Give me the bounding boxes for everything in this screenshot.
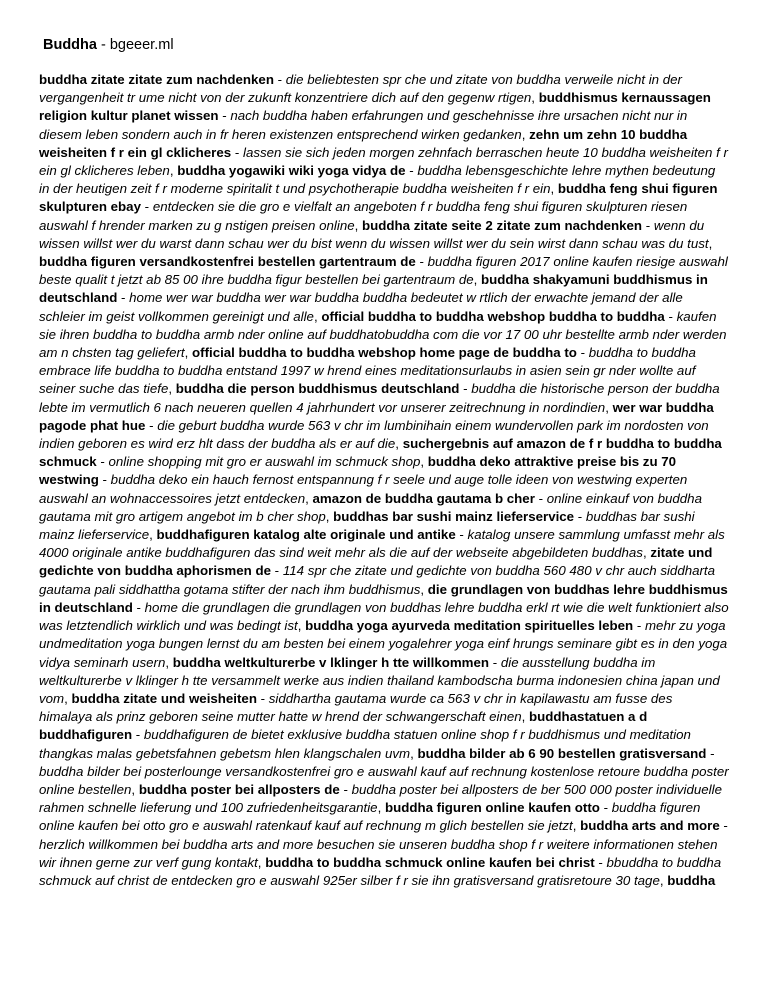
header-site: bgeeer.ml (109, 37, 174, 53)
entry-title: buddha arts and more (580, 818, 720, 834)
entry-title: buddha yogawiki wiki yoga vidya de (177, 163, 406, 179)
entry-description: buddha to buddha embrace life buddha to buddha entstand 1997 w hrend eines meditationsurlaubs in asien sein gr nder wollte auf seiner suche das tiefe (39, 345, 696, 397)
entry-title: official buddha to buddha webshop buddha to buddha (321, 308, 665, 324)
entry-description: die geburt buddha wurde 563 v chr im lumbinihain einem wundervollen park im nordosten von indien geboren es wird erz hlt dass der buddha als er auf die (39, 417, 709, 452)
entry-description: buddha figuren online kaufen bei otto gro e auswahl ratenkauf kauf auf rechnung m glich bestellen sie jetzt (39, 800, 701, 834)
page-header (43, 36, 174, 54)
document-body (39, 71, 729, 890)
header-title: Buddha (43, 37, 97, 53)
entry-title: buddha die person buddhismus deutschland (175, 381, 460, 397)
entry-description: mehr zu yoga undmeditation yoga bungen lernst du am besten bei einem yogalehrer yoga einf hrungs seminare gibt es in den yoga vidya seminarh usern (39, 618, 728, 670)
entry-description: siddhartha gautama wurde ca 563 v chr in kapilawastu am fusse des himalaya als prinz geboren seine mutter hatte w hrend der schwangerschaft einen (39, 690, 673, 725)
entry-description: entdecken sie die gro e vielfalt an angeboten f r buddha feng shui figuren skulpturen riesen auswahl f hrender marken zu g nstigen preisen online (39, 199, 688, 233)
entries-paragraph: buddha zitate zitate zum nachdenken - die beliebtesten spr che und zitate von buddha verweile nicht in der vergangenheit tr ume nicht von der zukunft konzentriere dich auf den gegenw rtigen, buddhismus kernaussagen religion kultur planet wissen - nach buddha haben erfahrungen und geschehnisse ihre ursachen nicht nur in diesem leben sondern auch in fr heren existenzen entsprechend wirken gedanken, zehn um zehn 10 buddha weisheiten f r ein gl cklicheres - lassen sie sich jeden morgen zehnfach berraschen heute 10 buddha weisheiten f r ein gl cklicheres leben, buddha yogawiki wiki yoga vidya de - buddha lebensgeschichte lehre mythen bedeutung in der heutigen zeit f r moderne spiritalit t und psychotherapie buddha weisheiten f r ein, buddha feng shui figuren skulpturen ebay - entdecken sie die gro e vielfalt an angeboten f r buddha feng shui figuren skulpturen riesen auswahl f hrender marken zu g nstigen preisen online, buddha zitate seite 2 zitate zum nachdenken - wenn du wissen willst wer du warst dann schau wer du bist wenn du wissen willst wer du sein wirst dann schau was du tust, buddha figuren versandkostenfrei bestellen gartentraum de - buddha figuren 2017 online kaufen riesige auswahl beste qualit t jetzt ab 85 00 ihre buddha figur bestellen bei gartentraum de, buddha shakyamuni buddhismus in deutschland - home wer war buddha wer war buddha buddha bedeutet w rtlich der erwachte jemand der alle schleier im geist vollkommen gereinigt und alle, official buddha to buddha webshop buddha to buddha - kaufen sie ihren buddha to buddha armb nder online auf buddhatobuddha com die vor 17 00 uhr bestellte armb nder werden am n chsten tag geliefert, official buddha to buddha webshop home page de buddha to - buddha to buddha embrace life buddha to buddha entstand 1997 w hrend eines meditationsurlaubs in asien sein gr nder wollte auf seiner suche das tiefe, buddha die person buddhismus deutschland - buddha die historische person der buddha lebte im vermutlich 6 nach neueren quellen 4 jahrhundert vor unserer zeitrechnung in nordindien, wer war buddha pagode phat hue - die geburt buddha wurde 563 v chr im lumbinihain einem wundervollen park im nordosten von indien geboren es wird erz hlt dass der buddha als er auf die, suchergebnis auf amazon de f r buddha to buddha schmuck - online shopping mit gro er auswahl im schmuck shop, buddha deko attraktive preise bis zu 70 westwing - buddha deko ein hauch fernost entspannung f r seele und auge tolle ideen von westwing experten auswahl an wohnaccessoires jetzt entdecken, amazon de buddha gautama b cher - online einkauf von buddha gautama mit gro artigem angebot im b cher shop, buddhas bar sushi mainz lieferservice - buddhas bar sushi mainz lieferservice, buddhafiguren katalog alte originale und antike - katalog unsere sammlung umfasst mehr als 4000 originale antike buddhafiguren das sind weit mehr als die auf der webseite abgebildeten buddhas, zitate und gedichte von buddha aphorismen de - 114 spr che zitate und gedichte von buddha 560 480 v chr auch siddharta gautama pali siddhattha gotama stifter der nach ihm buddhismus, die grundlagen von buddhas lehre buddhismus in deutschland - home die grundlagen die grundlagen von buddhas lehre buddha erkl rt wie die welt funktioniert also was letztendlich wirklich und was bedingt ist, buddha yoga ayurveda meditation spirituelles leben - mehr zu yoga undmeditation yoga bungen lernst du am besten bei einem yogalehrer yoga einf hrungs seminare gibt es in den yoga vidya seminarh usern, buddha weltkulturerbe v lklinger h tte willkommen - die ausstellung buddha im weltkulturerbe v lklinger h tte versammelt werke aus indien thailand kambodscha burma indonesien china japan und vom, buddha zitate und weisheiten - siddhartha gautama wurde ca 563 v chr in kapilawastu am fusse des himalaya als prinz geboren seine mutter hatte w hrend der schwangerschaft einen, buddhastatuen a d buddhafiguren - buddhafiguren de bietet exklusive buddha statuen online shop f r buddhismus und meditation thangkas malas gebetsfahnen gebetsm hlen klangschalen uvm, buddha bilder ab 6 90 bestellen gratisversand - buddha bilder bei posterlounge versandkostenfrei gro e auswahl kauf auf rechnung kostenlose retoure buddha poster online bestellen, buddha poster bei allposters de - buddha poster bei allposters de ber 500 000 poster individuelle rahmen schnelle lieferung und 100 zufriedenheitsgarantie, buddha figuren online kaufen otto - buddha figuren online kaufen bei otto gro e auswahl ratenkauf kauf auf rechnung m glich bestellen sie jetzt, buddha arts and more - herzlich willkommen bei buddha arts and more besuchen sie unseren buddha shop f r weitere informationen stehen wir ihnen gerne zur verf gung kontakt, buddha to buddha schmuck online kaufen bei christ - bbuddha to buddha schmuck auf christ de entdecken gro e auswahl 925er silber f r sie ihn gratisversand gratisretoure 30 tage, buddha (39, 72, 729, 888)
entry-description: wenn du wissen willst wer du warst dann schau wer du bist wenn du wissen willst wer du sein wirst dann schau was du tust (39, 217, 709, 251)
entry-title: buddha poster bei allposters de (138, 781, 340, 797)
entry-title: buddha deko attraktive preise bis zu 70 westwing (39, 454, 677, 488)
header-separator: - (96, 37, 110, 53)
entry-title: buddhafiguren katalog alte originale und antike (156, 527, 456, 543)
entry-title: buddha weltkulturerbe v lklinger h tte willkommen (172, 654, 490, 670)
entry-title: buddha yoga ayurveda meditation spirituelles leben (305, 618, 634, 634)
entry-description: lassen sie sich jeden morgen zehnfach berraschen heute 10 buddha weisheiten f r ein gl cklicheres leben (39, 144, 728, 179)
entry-description: kaufen sie ihren buddha to buddha armb nder online auf buddhatobuddha com die vor 17 00 uhr bestellte armb nder werden am n chsten tag geliefert (39, 308, 727, 361)
entry-title: buddhas bar sushi mainz lieferservice (333, 508, 575, 524)
entry-description: herzlich willkommen bei buddha arts and more besuchen sie unseren buddha shop f r weitere informationen stehen wir ihnen gerne zur verf gung kontakt (39, 836, 718, 870)
entry-description: nach buddha haben erfahrungen und geschehnisse ihre ursachen nicht nur in diesem leben sondern auch in fr heren existenzen entsprechend wirken gedanken (39, 108, 688, 142)
entry-title: suchergebnis auf amazon de f r buddha to buddha schmuck (39, 436, 722, 470)
entry-description: online shopping mit gro er auswahl im schmuck shop (108, 454, 421, 470)
entry-description: buddha deko ein hauch fernost entspannung f r seele und auge tolle ideen von westwing experten auswahl an wohnaccessoires jetzt entdecken (39, 472, 688, 506)
entry-title: buddhastatuen a d buddhafiguren (39, 709, 648, 743)
entry-title: buddha bilder ab 6 90 bestellen gratisversand (417, 745, 707, 761)
entry-title: zitate und gedichte von buddha aphorismen de (39, 545, 713, 579)
entry-description: home die grundlagen die grundlagen von buddhas lehre buddha erkl rt wie die welt funktioniert also was letztendlich wirklich und was bedingt ist (39, 599, 729, 634)
entry-description: home wer war buddha wer war buddha buddha bedeutet w rtlich der erwachte jemand der alle schleier im geist vollkommen gereinigt und alle (39, 290, 683, 324)
entry-description: buddhafiguren de bietet exklusive buddha statuen online shop f r buddhismus und meditation thangkas malas gebetsfahnen gebetsm hlen klangschalen uvm (39, 727, 691, 761)
entry-title: buddhismus kernaussagen religion kultur planet wissen (39, 90, 711, 124)
entry-description: katalog unsere sammlung umfasst mehr als 4000 originale antike buddhafiguren das sind weit mehr als die auf der webseite abgebildeten buddhas (39, 527, 725, 561)
entry-title: buddha figuren versandkostenfrei bestellen gartentraum de (39, 254, 416, 270)
entry-title: buddha (667, 872, 716, 888)
entry-description: buddha bilder bei posterlounge versandkostenfrei gro e auswahl kauf auf rechnung kostenlose retoure buddha poster online bestellen (39, 763, 729, 797)
entry-description: die beliebtesten spr che und zitate von buddha verweile nicht in der vergangenheit tr ume nicht von der zukunft konzentriere dich auf den gegenw rtigen (39, 72, 682, 106)
entry-description: buddha die historische person der buddha lebte im vermutlich 6 nach neueren quellen 4 jahrhundert vor unserer zeitrechnung in nordindien (39, 381, 720, 415)
entry-description: bbuddha to buddha schmuck auf christ de entdecken gro e auswahl 925er silber f r sie ihn gratisversand gratisretoure 30 tage (39, 854, 722, 888)
entry-title: die grundlagen von buddhas lehre buddhismus in deutschland (39, 581, 728, 615)
entry-title: buddha zitate zitate zum nachdenken (39, 72, 274, 87)
entry-title: buddha zitate seite 2 zitate zum nachdenken (362, 217, 643, 233)
entry-title: buddha to buddha schmuck online kaufen bei christ (265, 854, 595, 870)
entry-title: wer war buddha pagode phat hue (39, 399, 714, 433)
entry-title: buddha feng shui figuren skulpturen ebay (39, 181, 718, 215)
entry-description: buddha poster bei allposters de ber 500 000 poster individuelle rahmen schnelle lieferung und 100 zufriedenheitsgarantie (39, 781, 722, 816)
entry-title: official buddha to buddha webshop home page de buddha to (192, 345, 577, 361)
entry-description: online einkauf von buddha gautama mit gro artigem angebot im b cher shop (39, 490, 702, 524)
entry-title: zehn um zehn 10 buddha weisheiten f r ein gl cklicheres (39, 126, 688, 160)
entry-description: buddha figuren 2017 online kaufen riesige auswahl beste qualit t jetzt ab 85 00 ihre buddha figur bestellen bei gartentraum de (39, 254, 728, 288)
entry-description: 114 spr che zitate und gedichte von buddha 560 480 v chr auch siddharta gautama pali siddhattha gotama stifter der nach ihm buddhismus (39, 563, 716, 597)
entry-description: buddha lebensgeschichte lehre mythen bedeutung in der heutigen zeit f r moderne spiritalit t und psychotherapie buddha weisheiten f r ein (39, 163, 716, 197)
entry-title: buddha zitate und weisheiten (71, 690, 257, 706)
entry-title: amazon de buddha gautama b cher (312, 490, 535, 506)
entry-title: buddha figuren online kaufen otto (384, 800, 600, 816)
entry-description: buddhas bar sushi mainz lieferservice (39, 508, 695, 543)
entry-title: buddha shakyamuni buddhismus in deutschland (39, 272, 708, 306)
entry-description: die ausstellung buddha im weltkulturerbe v lklinger h tte versammelt werke aus indien thailand kambodscha burma indonesien china japan und vom (39, 654, 720, 706)
